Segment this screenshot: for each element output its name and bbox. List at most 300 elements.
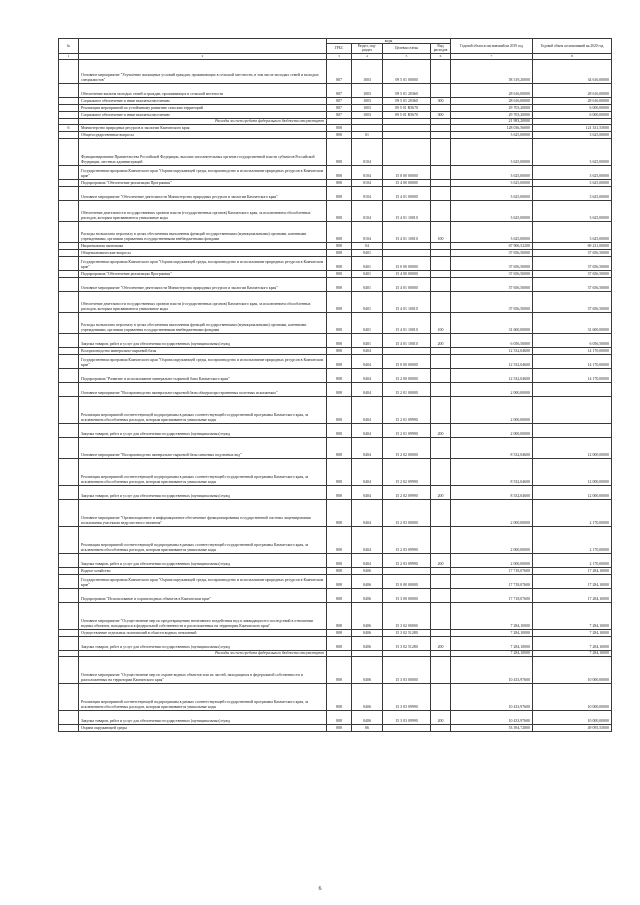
column-index: 8	[533, 53, 612, 59]
cell-v2: 12 000,00000	[533, 485, 612, 499]
cell-rzpr: 0406	[352, 574, 383, 588]
cell-v1: 3 625,00000	[451, 179, 533, 186]
cell-vr	[431, 354, 451, 368]
header-cs: Целевая статья	[383, 44, 431, 53]
cell-cs: 15 3 03 09990	[383, 683, 431, 710]
cell-rzpr: 0404	[352, 347, 383, 354]
cell-name: Реализация мероприятий соответствующей подпрограммы в рамках соответствующей государственной программы Камчатского края, за исключением обособленных расходов, которым присваиваются уникальные коды	[79, 396, 327, 423]
cell-num	[59, 179, 79, 186]
cell-grbs: 808	[327, 124, 352, 131]
cell-grbs: 808	[327, 242, 352, 249]
table-row	[59, 588, 612, 602]
cell-grbs: 808	[327, 437, 352, 458]
cell-num	[59, 636, 79, 650]
cell-name: Закупка товаров, работ и услуг для обеспечения государственных (муниципальных) нужд	[79, 485, 327, 499]
cell-vr	[431, 291, 451, 312]
cell-name: Государственная программа Камчатского края "Охрана окружающей среды, воспроизводство и использование природных ресурсов в Камчатском крае"	[79, 165, 327, 179]
cell-name: Расходы на выплаты персоналу в целях обеспечения выполнения функций государственными (муниципальными) органами, казенными учреждениями, органами управления государственными внебюджетными фондами	[79, 221, 327, 242]
cell-vr: 200	[431, 423, 451, 437]
cell-name: Расходы на выплаты персоналу в целях обеспечения выполнения функций государственными (муниципальными) органами, казенными учреждениями, органами управления государственными внебюджетными фондами	[79, 312, 327, 333]
cell-name: Общеэкономические вопросы	[79, 249, 327, 256]
cell-num	[59, 423, 79, 437]
cell-cs: 15 2 01 00000	[383, 382, 431, 396]
cell-v1: 2 000,00000	[451, 499, 533, 526]
cell-cs	[383, 567, 431, 574]
cell-cs: 09 5 01 20360	[383, 83, 431, 97]
cell-grbs: 808	[327, 131, 352, 138]
cell-name: Основное мероприятие "Воспроизводство минерально-сырьевой базы общераспространенных полезных ископаемых"	[79, 382, 327, 396]
cell-v1: 37 656,50000	[451, 270, 533, 277]
cell-v2: 2 170,00000	[533, 553, 612, 567]
cell-name: Расходы за счет средств федерального бюджета отсутствуют	[79, 118, 327, 124]
cell-v1: 7 284,10000	[451, 629, 533, 636]
cell-v2: 12 000,00000	[533, 437, 612, 458]
cell-num	[59, 97, 79, 104]
table-row	[59, 567, 612, 574]
cell-v1: 3 625,00000	[451, 165, 533, 179]
cell-cs: 15 2 03 09990	[383, 553, 431, 567]
cell-rzpr: 0401	[352, 256, 383, 270]
table-row	[59, 165, 612, 179]
cell-grbs: 807	[327, 104, 352, 111]
cell-num	[59, 256, 79, 270]
cell-rzpr: 0401	[352, 291, 383, 312]
cell-v2: 10 000,00000	[533, 683, 612, 710]
cell-grbs: 808	[327, 574, 352, 588]
cell-name: Подпрограмма "Обеспечение реализации Программы"	[79, 270, 327, 277]
cell-vr	[431, 131, 451, 138]
cell-name: Социальное обеспечение и иные выплаты населению	[79, 97, 327, 104]
cell-name: Реализация мероприятий соответствующей подпрограммы в рамках соответствующей государственной программы Камчатского края, за исключением обособленных расходов, которым присваиваются уникальные коды	[79, 683, 327, 710]
cell-num	[59, 186, 79, 200]
cell-v2: 31 600,00000	[533, 312, 612, 333]
cell-v1: 12 532,04600	[451, 347, 533, 354]
column-index: 2	[79, 53, 327, 59]
table-row	[59, 221, 612, 242]
cell-num	[59, 382, 79, 396]
cell-v2: 37 656,50000	[533, 249, 612, 256]
cell-cs: 15 2 02 00000	[383, 437, 431, 458]
cell-vr	[431, 588, 451, 602]
cell-rzpr: 01	[352, 131, 383, 138]
table-row	[59, 104, 612, 111]
cell-vr	[431, 396, 451, 423]
cell-name: Основное мероприятие "Осуществление мер по предотвращению негативного воздействия вод и ликвидации его последствий в отношении водных объектов, находящихся в федеральной собственности и расположенных на территории Камчатского края"	[79, 602, 327, 629]
cell-grbs: 807	[327, 111, 352, 118]
cell-cs: 15 4 01 00000	[383, 186, 431, 200]
cell-v2: 12 000,00000	[533, 458, 612, 485]
cell-rzpr: 0401	[352, 277, 383, 291]
cell-cs: 15 2 01 09990	[383, 423, 431, 437]
cell-cs: 15 0 00 00000	[383, 354, 431, 368]
cell-v1: 2 000,00000	[451, 526, 533, 553]
cell-name: Министерство природных ресурсов и экологии Камчатского края	[79, 124, 327, 131]
table-row	[59, 124, 612, 131]
page-number: 6	[318, 886, 322, 892]
cell-v1: 12 532,04600	[451, 368, 533, 382]
cell-grbs: 808	[327, 629, 352, 636]
cell-v1: 8 532,04600	[451, 485, 533, 499]
cell-num	[59, 588, 79, 602]
cell-name: Государственная программа Камчатского края "Охрана окружающей среды, воспроизводство и использование природных ресурсов в Камчатском крае"	[79, 256, 327, 270]
cell-rzpr: 0406	[352, 710, 383, 724]
cell-vr	[431, 724, 451, 731]
cell-v2: 28 616,00000	[533, 83, 612, 97]
cell-grbs: 808	[327, 277, 352, 291]
table-row	[59, 526, 612, 553]
cell-grbs: 808	[327, 553, 352, 567]
cell-vr: 100	[431, 221, 451, 242]
cell-v2: 37 656,50000	[533, 277, 612, 291]
header-2019: Годовой объем ассигнований на 2019 год	[451, 39, 533, 54]
cell-vr	[431, 656, 451, 683]
cell-name: Государственная программа Камчатского края "Охрана окружающей среды, воспроизводство и использование природных ресурсов в Камчатском крае"	[79, 354, 327, 368]
table-row	[59, 83, 612, 97]
cell-rzpr: 0406	[352, 656, 383, 683]
cell-cs: 15 2 00 00000	[383, 368, 431, 382]
cell-cs: 15 0 00 00000	[383, 256, 431, 270]
cell-v1: 58 319,20000	[451, 59, 533, 83]
cell-num	[59, 291, 79, 312]
cell-num	[59, 629, 79, 636]
cell-grbs: 808	[327, 333, 352, 347]
cell-v2: 10 000,00000	[533, 656, 612, 683]
cell-grbs: 808	[327, 382, 352, 396]
header-num: №	[59, 39, 79, 54]
cell-grbs: 808	[327, 249, 352, 256]
cell-grbs: 808	[327, 138, 352, 165]
cell-grbs: 808	[327, 423, 352, 437]
cell-v2: 34 616,00000	[533, 59, 612, 83]
cell-rzpr: 0406	[352, 588, 383, 602]
table-row	[59, 629, 612, 636]
cell-name: Осуществление отдельных полномочий в области водных отношений	[79, 629, 327, 636]
cell-name: Закупка товаров, работ и услуг для обеспечения государственных (муниципальных) нужд	[79, 423, 327, 437]
table-row	[59, 242, 612, 249]
cell-rzpr: 1003	[352, 111, 383, 118]
cell-v2: 2 170,00000	[533, 499, 612, 526]
cell-v2: 17 284,10000	[533, 588, 612, 602]
cell-v1: 3 625,00000	[451, 186, 533, 200]
cell-num	[59, 59, 79, 83]
cell-cs: 15 0 00 00000	[383, 165, 431, 179]
cell-v1: 2 000,00000	[451, 423, 533, 437]
cell-vr: 300	[431, 97, 451, 104]
cell-name: Охрана окружающей среды	[79, 724, 327, 731]
table-row	[59, 333, 612, 347]
cell-rzpr: 0104	[352, 165, 383, 179]
cell-rzpr: 0406	[352, 683, 383, 710]
header-rzpr: Раздел, под-раздел	[352, 44, 383, 53]
cell-grbs: 808	[327, 291, 352, 312]
cell-num	[59, 458, 79, 485]
cell-vr	[431, 437, 451, 458]
cell-v1: 12 532,04600	[451, 354, 533, 368]
cell-grbs: 807	[327, 83, 352, 97]
table-row	[59, 437, 612, 458]
cell-v2	[533, 396, 612, 423]
cell-rzpr: 0404	[352, 458, 383, 485]
cell-grbs: 808	[327, 256, 352, 270]
table-row	[59, 97, 612, 104]
cell-vr	[431, 138, 451, 165]
cell-rzpr: 0104	[352, 221, 383, 242]
cell-num	[59, 396, 79, 423]
cell-v2	[533, 382, 612, 396]
table-row	[59, 636, 612, 650]
cell-v2: 7 284,10000	[533, 636, 612, 650]
cell-v1: 29 703,20000	[451, 111, 533, 118]
cell-v1: 2 000,00000	[451, 553, 533, 567]
cell-grbs: 808	[327, 602, 352, 629]
table-row	[59, 724, 612, 731]
cell-num	[59, 111, 79, 118]
cell-grbs: 808	[327, 396, 352, 423]
cell-cs: 15 3 03 00000	[383, 656, 431, 683]
cell-num	[59, 333, 79, 347]
cell-cs	[383, 138, 431, 165]
header-name	[79, 39, 327, 54]
cell-num	[59, 104, 79, 111]
cell-v1: 37 656,50000	[451, 256, 533, 270]
cell-name: Обеспечение жильем молодых семей и граждан, проживающих в сельской местности	[79, 83, 327, 97]
cell-num	[59, 602, 79, 629]
cell-v1: 3 625,00000	[451, 221, 533, 242]
cell-num	[59, 354, 79, 368]
cell-v2: 17 284,10000	[533, 574, 612, 588]
cell-cs: 15 4 01 10010	[383, 221, 431, 242]
cell-num	[59, 553, 79, 567]
cell-v1: 7 284,10000	[451, 636, 533, 650]
cell-rzpr: 0104	[352, 200, 383, 221]
cell-grbs: 808	[327, 588, 352, 602]
cell-grbs: 808	[327, 458, 352, 485]
cell-vr	[431, 526, 451, 553]
cell-vr	[431, 277, 451, 291]
cell-vr	[431, 256, 451, 270]
cell-v2: 3 625,00000	[533, 131, 612, 138]
cell-rzpr: 1003	[352, 104, 383, 111]
cell-v2: 37 656,50000	[533, 270, 612, 277]
cell-v2: 3 625,00000	[533, 179, 612, 186]
cell-v2: 49 095,55000	[533, 724, 612, 731]
cell-grbs: 808	[327, 368, 352, 382]
cell-rzpr: 1003	[352, 59, 383, 83]
table-body	[59, 59, 612, 731]
budget-table	[58, 38, 612, 732]
table-row	[59, 354, 612, 368]
cell-name: Закупка товаров, работ и услуг для обеспечения государственных (муниципальных) нужд	[79, 333, 327, 347]
cell-grbs: 808	[327, 200, 352, 221]
cell-name: Национальная экономика	[79, 242, 327, 249]
cell-cs: 15 2 03 00000	[383, 499, 431, 526]
cell-name: Основное мероприятие "Осуществление мер по охране водных объектов или их частей, находящихся в федеральной собственности и расположенных на территории Камчатского края"	[79, 656, 327, 683]
cell-vr: 200	[431, 485, 451, 499]
cell-v2: 3 625,00000	[533, 165, 612, 179]
cell-name: Подпрограмма "Развитие и использование минерально-сырьевой базы Камчатского края"	[79, 368, 327, 382]
cell-name: Закупка товаров, работ и услуг для обеспечения государственных (муниципальных) нужд	[79, 636, 327, 650]
cell-num	[59, 724, 79, 731]
cell-cs: 15 3 00 00000	[383, 588, 431, 602]
cell-v2: 3 625,00000	[533, 200, 612, 221]
cell-vr	[431, 270, 451, 277]
cell-num	[59, 485, 79, 499]
cell-name: Подпрограмма "Использование и охрана водных объектов в Камчатском крае"	[79, 588, 327, 602]
cell-grbs: 808	[327, 165, 352, 179]
cell-v2: 7 284,10000	[533, 602, 612, 629]
cell-vr	[431, 165, 451, 179]
cell-v1: 37 656,50000	[451, 249, 533, 256]
cell-v1: 17 718,07600	[451, 567, 533, 574]
cell-cs: 15 4 01 10010	[383, 333, 431, 347]
cell-name: Основное мероприятие "Воспроизводство минерально-сырьевой базы питьевых подземных вод"	[79, 437, 327, 458]
table-row	[59, 382, 612, 396]
cell-cs: 15 3 02 51280	[383, 629, 431, 636]
cell-cs: 15 4 00 00000	[383, 270, 431, 277]
header-vr: Вид расходов	[431, 44, 451, 53]
cell-name: Основное мероприятие "Обеспечение деятельности Министерства природных ресурсов и экологии Камчатского края"	[79, 277, 327, 291]
cell-num	[59, 249, 79, 256]
cell-v1: 37 656,50000	[451, 277, 533, 291]
table-row	[59, 256, 612, 270]
cell-cs: 15 2 01 09990	[383, 396, 431, 423]
cell-num	[59, 242, 79, 249]
cell-v1: 28 616,00000	[451, 97, 533, 104]
cell-v1: 8 532,04600	[451, 437, 533, 458]
cell-name: Социальное обеспечение и иные выплаты населению	[79, 111, 327, 118]
column-index: 1	[59, 53, 79, 59]
cell-vr	[431, 458, 451, 485]
cell-cs	[383, 131, 431, 138]
cell-v2: 7 284,10000	[533, 629, 612, 636]
cell-num	[59, 656, 79, 683]
cell-v2: 6 000,00000	[533, 104, 612, 111]
cell-cs: 15 0 00 00000	[383, 574, 431, 588]
table-row	[59, 59, 612, 83]
table-row	[59, 574, 612, 588]
cell-name: Обеспечение деятельности государственных органов власти (государственных органов) Камчатского края, за исключением обособленных расходов, которым присваиваются уникальные коды	[79, 291, 327, 312]
cell-v1: 17 718,07600	[451, 588, 533, 602]
cell-grbs: 808	[327, 710, 352, 724]
cell-v1: 28 616,00000	[451, 83, 533, 97]
table-row	[59, 396, 612, 423]
cell-cs	[383, 242, 431, 249]
cell-num	[59, 200, 79, 221]
cell-rzpr: 0104	[352, 138, 383, 165]
cell-vr	[431, 499, 451, 526]
cell-num	[59, 710, 79, 724]
cell-cs: 15 4 01 00000	[383, 277, 431, 291]
cell-name: Основное мероприятие "Обеспечение деятельности Министерства природных ресурсов и экологии Камчатского края"	[79, 186, 327, 200]
cell-grbs: 807	[327, 59, 352, 83]
cell-num	[59, 368, 79, 382]
cell-num	[59, 83, 79, 97]
cell-v1: 67 906,52200	[451, 242, 533, 249]
cell-rzpr	[352, 124, 383, 131]
cell-cs: 15 2 02 09990	[383, 485, 431, 499]
table-row	[59, 347, 612, 354]
cell-vr	[431, 347, 451, 354]
table-row	[59, 131, 612, 138]
cell-v2: 2 170,00000	[533, 526, 612, 553]
cell-grbs: 808	[327, 656, 352, 683]
cell-name: Закупка товаров, работ и услуг для обеспечения государственных (муниципальных) нужд	[79, 553, 327, 567]
cell-vr: 200	[431, 333, 451, 347]
cell-v1: 2 000,00000	[451, 382, 533, 396]
cell-cs: 15 2 03 09990	[383, 526, 431, 553]
cell-rzpr: 0406	[352, 636, 383, 650]
cell-grbs: 808	[327, 683, 352, 710]
cell-v2: 37 656,50000	[533, 256, 612, 270]
cell-grbs: 808	[327, 724, 352, 731]
table-row	[59, 200, 612, 221]
cell-grbs: 808	[327, 485, 352, 499]
column-index: 3	[327, 53, 352, 59]
table-row	[59, 485, 612, 499]
cell-name: Основное мероприятие "Улучшение жилищных условий граждан, проживающих в сельской местности, в том числе молодых семей и молодых специалистов"	[79, 59, 327, 83]
cell-num	[59, 138, 79, 165]
cell-rzpr: 0104	[352, 179, 383, 186]
cell-rzpr: 0404	[352, 499, 383, 526]
cell-rzpr: 0404	[352, 485, 383, 499]
cell-v2: 14 170,00000	[533, 354, 612, 368]
cell-vr	[431, 629, 451, 636]
cell-v2: 7 284,10000	[533, 650, 612, 656]
cell-name: Общегосударственные вопросы	[79, 131, 327, 138]
cell-cs: 15 3 02 00000	[383, 602, 431, 629]
cell-v2: 17 284,10000	[533, 567, 612, 574]
cell-vr	[431, 602, 451, 629]
cell-v2: 6 056,50000	[533, 333, 612, 347]
cell-name: Государственная программа Камчатского края "Охрана окружающей среды, воспроизводство и использование природных ресурсов в Камчатском крае"	[79, 574, 327, 588]
cell-v1: 7 284,10000	[451, 650, 533, 656]
cell-vr: 200	[431, 553, 451, 567]
cell-cs: 15 3 03 09990	[383, 710, 431, 724]
cell-v2: 3 625,00000	[533, 138, 612, 165]
cell-v1: 3 625,00000	[451, 138, 533, 165]
cell-v2: 3 625,00000	[533, 221, 612, 242]
cell-vr	[431, 683, 451, 710]
cell-cs: 15 4 01 10010	[383, 200, 431, 221]
cell-vr	[431, 242, 451, 249]
column-index: 5	[383, 53, 431, 59]
table-row	[59, 277, 612, 291]
document-page	[58, 38, 611, 732]
cell-num	[59, 221, 79, 242]
table-row	[59, 683, 612, 710]
cell-rzpr: 0401	[352, 270, 383, 277]
cell-v1: 10 433,97600	[451, 710, 533, 724]
header-2020: Годовой объем ассигнований на 2020 год	[533, 39, 612, 54]
table-row	[59, 656, 612, 683]
cell-grbs: 808	[327, 636, 352, 650]
cell-cs: 09 5 01 20360	[383, 97, 431, 104]
cell-rzpr: 0104	[352, 186, 383, 200]
cell-cs	[383, 124, 431, 131]
cell-rzpr: 0404	[352, 423, 383, 437]
cell-v2: 14 170,00000	[533, 368, 612, 382]
cell-num	[59, 526, 79, 553]
cell-vr	[431, 200, 451, 221]
cell-grbs: 808	[327, 526, 352, 553]
header-codes: коды	[327, 39, 451, 44]
cell-v1: 10 433,97600	[451, 683, 533, 710]
cell-cs	[383, 724, 431, 731]
cell-v1: 31 600,00000	[451, 312, 533, 333]
cell-rzpr: 0404	[352, 553, 383, 567]
cell-grbs: 808	[327, 186, 352, 200]
table-row	[59, 291, 612, 312]
